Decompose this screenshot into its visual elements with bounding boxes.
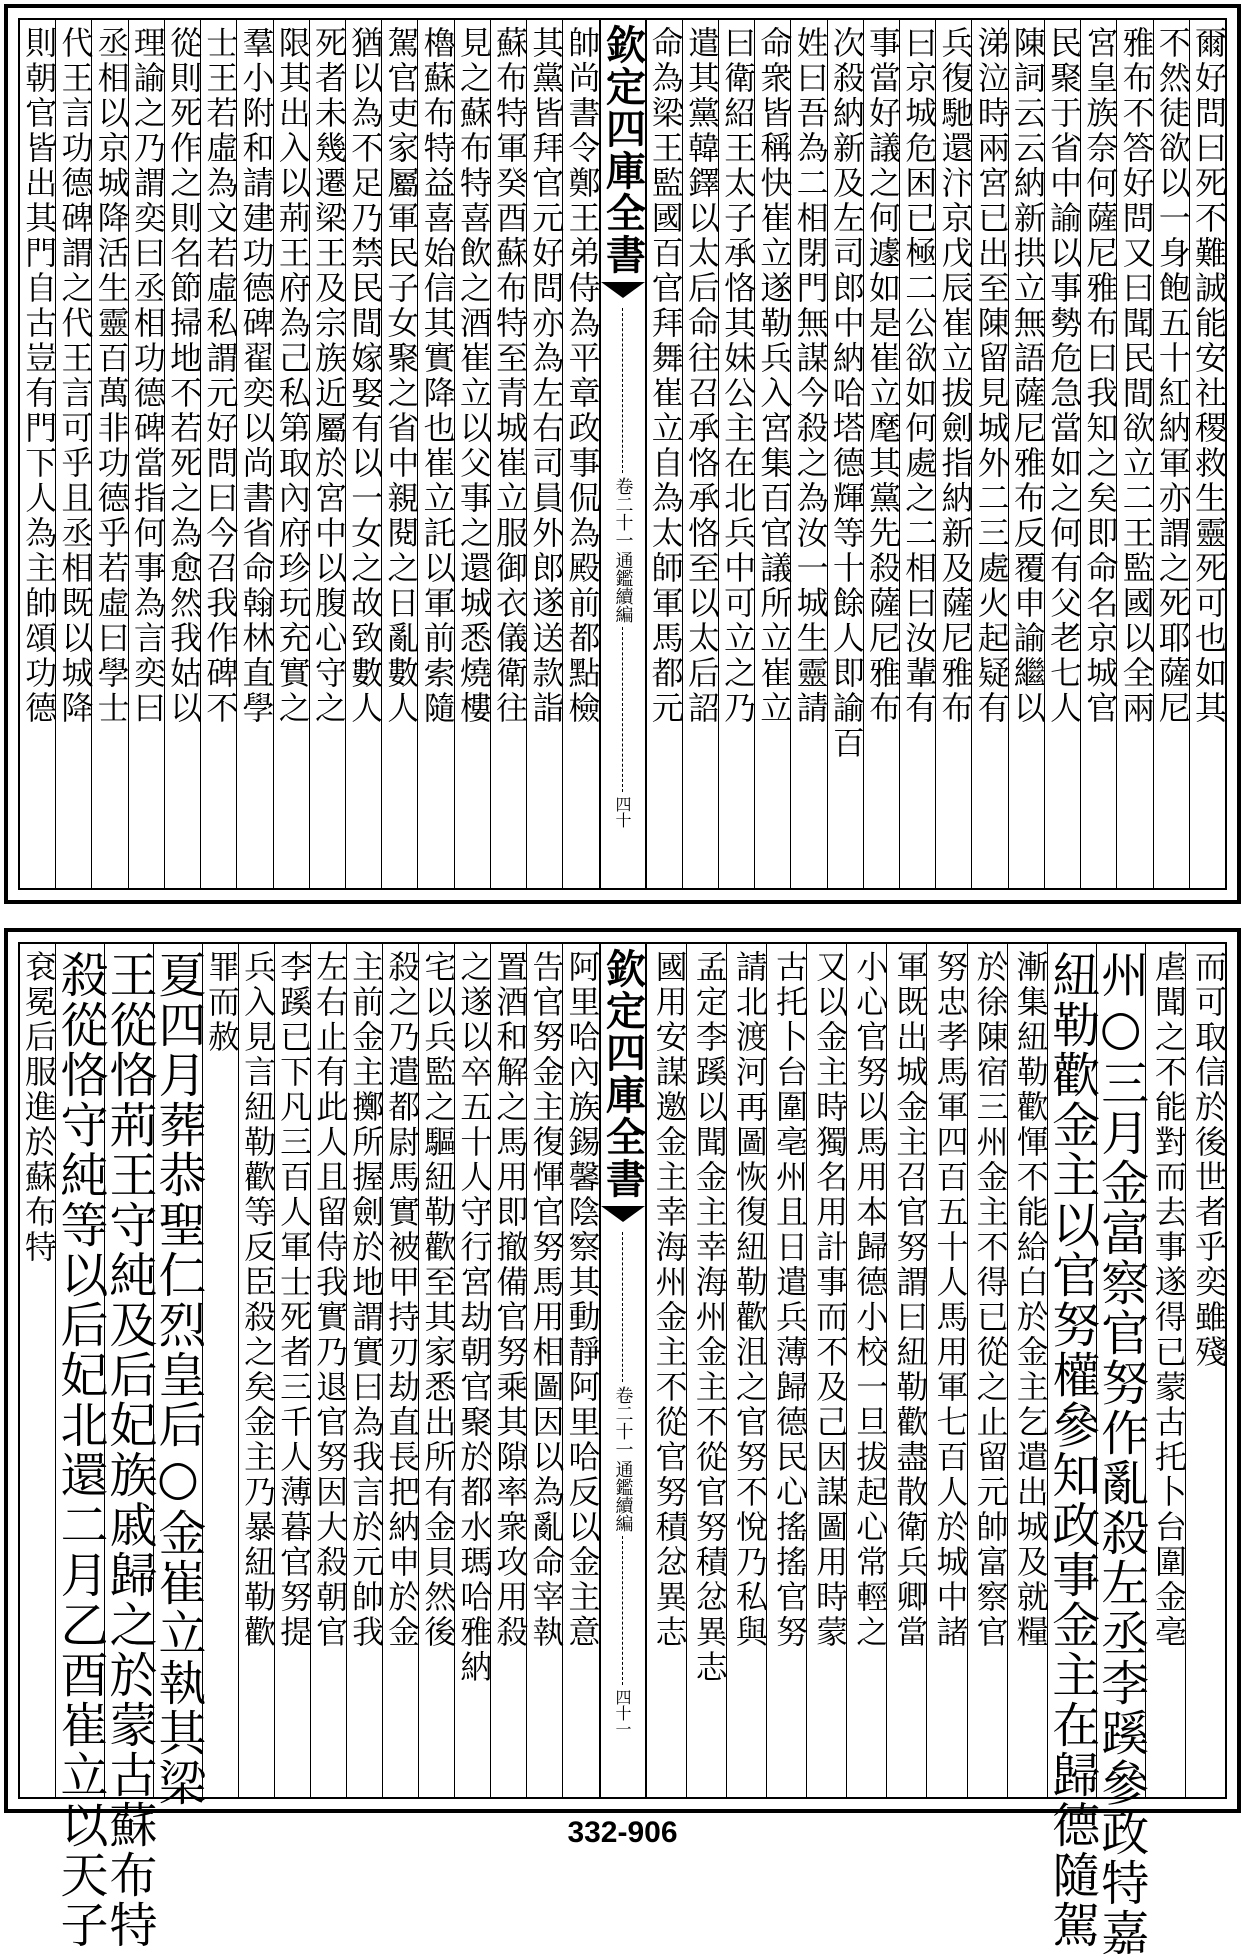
text-column: 丞相以京城降活生靈百萬非功德乎若虛曰學士	[91, 20, 127, 888]
banner-title: 欽定四庫全書	[599, 948, 647, 1200]
text-column: 從則死作之則名節掃地不若死之為愈然我姑以	[164, 20, 200, 888]
text-column: 帥尚書令鄭王弟侍為平章政事侃為殿前都點檢	[562, 20, 598, 888]
left-half-top	[20, 20, 602, 888]
text-column: 遣其黨韓鐸以太后命往召承恪承恪至以太后詔	[682, 20, 718, 888]
text-column: 死者未幾遷梁王及宗族近屬於宮中以腹心守之	[309, 20, 345, 888]
fish-tail-mark	[601, 282, 645, 298]
text-column: 而可取信於後世者乎奕雖殘	[1185, 944, 1225, 1797]
text-column: 袞冕后服進於蘇布特	[19, 950, 58, 1265]
banner-book: 通鑑續編	[612, 551, 634, 623]
text-column: 之遂以卒五十人守行宮劫朝官聚於都水瑪哈雅納	[454, 944, 490, 1797]
center-banner-bottom	[599, 944, 647, 1797]
banner-volume-label: 卷二十一	[612, 1385, 634, 1458]
text-column: 雅布不答好問又曰聞民間欲立二王監國以全兩	[1116, 20, 1152, 888]
text-column: 櫓蘇布特益喜始信其實降也崔立託以軍前索隨	[417, 20, 453, 888]
text-column: 則朝官皆出其門自古豈有門下人為主帥頌功德	[20, 26, 59, 726]
text-column: 殺之乃遣都尉馬實被甲持刃劫直長把納申於金	[382, 944, 418, 1797]
text-column: 曰京城危困已極二公欲如何處之二相曰汝輩有	[899, 20, 935, 888]
text-column: 理諭之乃謂奕曰丞相功德碑當指何事為言奕曰	[128, 20, 164, 888]
text-column: 兵入見言紐勒歡等反臣殺之矣金主乃暴紐勒歡	[238, 944, 274, 1797]
text-column: 涕泣時兩宮已出至陳留見城外二三處火起疑有	[971, 20, 1007, 888]
text-column: 宮皇族奈何薩尼雅布曰我知之矣即命名京城官	[1080, 20, 1116, 888]
text-column: 罪而赦	[202, 944, 238, 1797]
text-column: 命為梁王監國百官拜舞崔立自為太師軍馬都元	[646, 26, 685, 726]
left-half-bottom	[19, 944, 602, 1950]
text-column: 國用安謀邀金主幸海州金主不從官努積忿異志	[650, 950, 689, 1650]
text-column: 命衆皆稱快崔立遂勒兵入宮集百官議所立崔立	[754, 20, 790, 888]
text-column: 孟定李蹊以聞金主幸海州金主不從官努積忿異志	[686, 944, 726, 1797]
text-column: 又以金主時獨名用計事而不及己因謀圖用時蒙	[806, 944, 846, 1797]
banner-page-number: 四十	[613, 796, 632, 828]
text-column: 請北渡河再圖恢復紐勒歡沮之官努不悅乃私與	[726, 944, 766, 1797]
text-column: 姓曰吾為二相閉門無謀今殺之為汝一城生靈請	[790, 20, 826, 888]
text-column: 夏四月葬恭聖仁烈皇后○金崔立執其梁	[153, 944, 202, 1797]
text-column: 限其出入以荊王府為己私第取內府珍玩充實之	[273, 20, 309, 888]
text-column: 陳詞云云納新拱立無語薩尼雅布反覆申諭繼以	[1008, 20, 1044, 888]
text-column: 其黨皆拜官元好問亦為左右司員外郎遂送款詣	[526, 20, 562, 888]
text-column: 努忠孝馬軍四百五十人馬用軍七百人於城中諸	[926, 944, 966, 1797]
text-column: 事當好議之何遽如是崔立麾其黨先殺薩尼雅布	[863, 20, 899, 888]
banner-rule	[622, 1232, 624, 1382]
text-column: 羣小附和請建功德碑翟奕以尚書省命翰林直學	[236, 20, 272, 888]
banner-volume	[614, 477, 632, 623]
right-half-top	[647, 20, 1226, 888]
text-column: 代王言功德碑謂之代王言可乎且丞相既以城降	[55, 20, 91, 888]
text-column: 古托卜台圍亳州且日遣兵薄歸德民心搖搖官努	[766, 944, 806, 1797]
fish-tail-mark	[601, 1206, 645, 1222]
text-column: 見之蘇布特喜飲之酒崔立以父事之還城悉燒樓	[454, 20, 490, 888]
banner-title: 欽定四庫全書	[599, 24, 647, 276]
text-column: 漸集紐勒歡惲不能給白於金主乞遣出城及就糧	[1007, 944, 1047, 1797]
text-column: 阿里哈內族錫馨陰察其動靜阿里哈反以金主意	[562, 944, 598, 1797]
text-column: 紐勒歡金主以官努權參知政事金主在歸德隨駕	[1047, 944, 1096, 1797]
banner-book: 通鑑續編	[612, 1459, 634, 1532]
text-column: 民聚于省中諭以事勢危急當如之何有父老七人	[1044, 20, 1080, 888]
text-column: 不然徒欲以一身飽五十紅納軍亦謂之死耶薩尼	[1153, 20, 1189, 888]
text-column: 王從恪荊王守純及后妃族戚歸之於蒙古蘇布特	[104, 944, 153, 1797]
text-column: 猶以為不足乃禁民間嫁娶有以一女之故致數人	[345, 20, 381, 888]
text-column: 士王若虛為文若虛私謂元好問曰今召我作碑不	[200, 20, 236, 888]
text-column: 李蹊已下凡三百人軍士死者三千人薄暮官努提	[274, 944, 310, 1797]
text-column: 蘇布特軍癸酉蘇布特至青城崔立服御衣儀衛往	[490, 20, 526, 888]
banner-volume	[614, 1386, 632, 1532]
text-column: 於徐陳宿三州金主不得已從之止留元帥富察官	[967, 944, 1007, 1797]
text-column: 虐聞之不能對而去事遂得已蒙古托卜台圍金亳	[1145, 944, 1185, 1797]
text-column: 主前金主擲所握劍於地謂實曰為我言於元帥我	[346, 944, 382, 1797]
text-column: 殺從恪守純等以后妃北還二月乙酉崔立以天子	[55, 944, 104, 1797]
text-column: 爾好問曰死不難誠能安社稷救生靈死可也如其	[1189, 20, 1225, 888]
text-column: 兵復馳還汴京戊辰崔立拔劍指納新及薩尼雅布	[935, 20, 971, 888]
text-column: 曰衛紹王太子承恪其妹公主在北兵中可立之乃	[718, 20, 754, 888]
text-column: 軍既出城金主召官努謂曰紐勒歡盡散衛兵卿當	[886, 944, 926, 1797]
text-column: 小心官努以馬用本歸德小校一旦拔起心常輕之	[846, 944, 886, 1797]
text-column: 左右止有此人且留侍我實乃退官努因大殺朝官	[310, 944, 346, 1797]
page-top	[4, 4, 1241, 904]
banner-volume-label: 卷二十一	[612, 477, 634, 549]
banner-rule	[622, 308, 624, 473]
right-half-bottom	[647, 944, 1228, 1958]
text-column: 置酒和解之馬用即撤備官努乘其隙率衆攻用殺	[490, 944, 526, 1797]
text-column: 次殺納新及左司郎中納哈塔德輝等十餘人即諭百	[827, 20, 863, 888]
text-column: 告官努金主復惲官努馬用相圖因以為亂命宰執	[526, 944, 562, 1797]
banner-page-number: 四十一	[613, 1689, 632, 1737]
text-frame-top	[18, 18, 1227, 890]
text-column: 駕官吏家屬軍民子女聚之省中親閱之日亂數人	[381, 20, 417, 888]
folio-number: 332-906	[567, 1816, 678, 1849]
center-banner-top	[599, 20, 647, 888]
banner-rule	[622, 1536, 624, 1686]
text-column: 州○三月金富察官努作亂殺左丞李蹊參政特嘉	[1096, 944, 1145, 1797]
text-column: 宅以兵監之驅紐勒歡至其家悉出所有金貝然後	[418, 944, 454, 1797]
banner-rule	[622, 627, 624, 792]
